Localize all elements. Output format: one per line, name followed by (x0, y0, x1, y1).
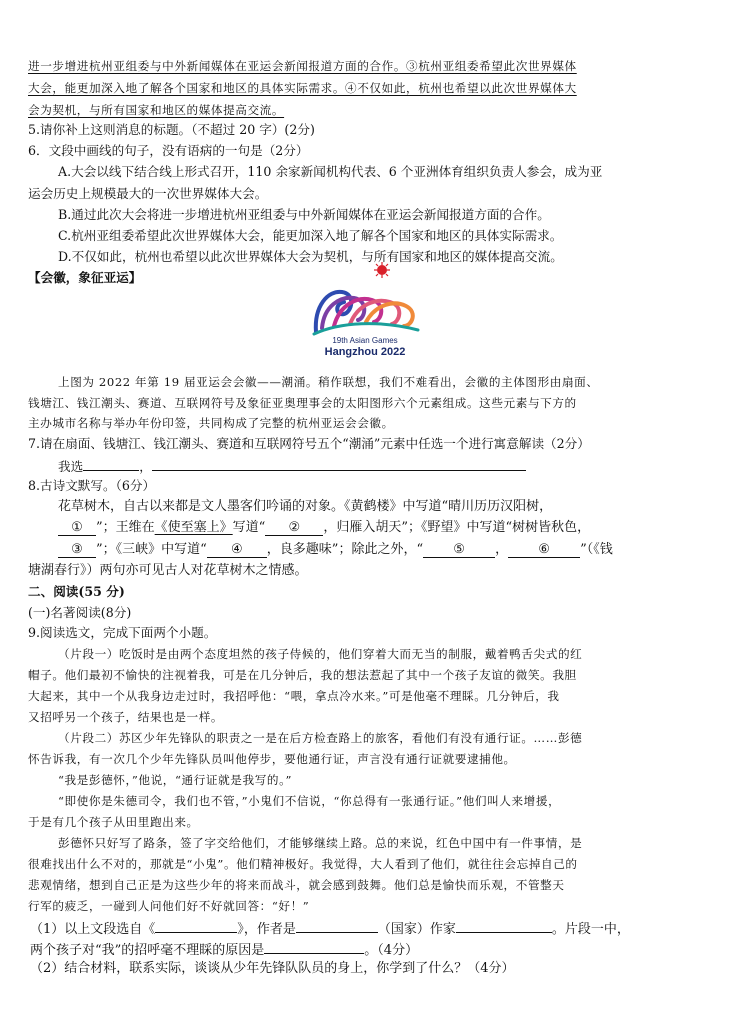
poem-blank-4[interactable] (207, 542, 267, 558)
q9-1-book-close: 》 (237, 922, 244, 937)
poem-blank-2-label: ② (288, 520, 301, 535)
emblem-paragraph-line-3: 主办城市名称与举办年份印签，共同构成了完整的杭州亚运会会徽。 (28, 416, 394, 430)
passage-1-line-1: （片段一）吃饭时是由两个态度坦然的孩子侍候的，他们穿着大而无当的制服，戴着鸭舌尖式的红 (58, 647, 583, 661)
question-9-2: （2）结合材料，联系实际，谈谈从少年先锋队队员的身上，你学到了什么？（4分） (30, 961, 515, 976)
q9-1-text-d: ，作者是 (243, 922, 296, 937)
poem-blank-3[interactable] (58, 542, 96, 558)
passage-5-line-4: 行军的疲乏，一碰到人问他们好不好就回答：“好！” (28, 899, 310, 913)
question-7-stem: 7.请在扇面、钱塘江、钱江潮头、赛道和互联网符号五个“潮涌”元素中任选一个进行寓意解读（2分） (28, 436, 590, 451)
question-8-stem: 8.古诗文默写。（6分） (28, 478, 156, 493)
country-blank[interactable] (296, 917, 378, 933)
question-7-comma: ， (139, 459, 152, 474)
passage-2-line-2: 怀告诉我，有一次几个少年先锋队员叫他停步，要他通行证，声言没有通行证就要逮捕他。 (28, 752, 516, 766)
poem-blank-2[interactable] (265, 520, 323, 536)
passage-4-line-2: 于是有几个孩子从田里跑出来。 (28, 815, 199, 829)
poem-text-2d: ，归雁入胡天”；《野望》中写道“树树皆秋色， (323, 520, 591, 535)
question-7-choose-label: 我选 (58, 459, 84, 474)
option-b: B.通过此次大会将进一步增进杭州亚组委与中外新闻媒体在亚运会新闻报道方面的合作。 (58, 207, 550, 222)
passage-5-line-2: 很难找出什么不对的，那就是“小鬼”。他们精神极好。我觉得，大人看到了他们，就往往会忘掉自己的 (28, 857, 578, 871)
poem-blank-1[interactable] (58, 520, 96, 536)
passage-5-line-3: 悲观情绪，想到自己正是为这些少年的将来而战斗，就会感到鼓舞。他们总是愉快而乐观，不管整天 (28, 878, 565, 892)
poem-text-2a: ”；王维在 (96, 520, 155, 535)
emblem-paragraph-line-1: 上图为 2022 年第 19 届亚运会会徽——潮涌。稍作联想，我们不难看出，会徽的主体图形由扇面、 (58, 375, 599, 389)
q9-1-reason-label: 两个孩子对“我”的招呼毫不理睬的原因是 (30, 943, 265, 958)
reason-blank[interactable] (264, 938, 364, 954)
question-9-1-line-1 (30, 917, 630, 940)
question-5: 5.请你补上这则消息的标题。（不超过 20 字）(2分) (28, 122, 315, 137)
poem-text-2c: 写道“ (232, 520, 266, 535)
q9-1-text-a: （1）以上文段选自 (30, 922, 143, 937)
author-blank[interactable] (456, 917, 552, 933)
question-8-line-1: 花草树木，自古以来都是文人墨客们吟诵的对象。《黄鹤楼》中写道“晴川历历汉阳树， (58, 499, 553, 514)
book-title-blank[interactable] (155, 917, 237, 933)
option-a-line-1: A.大会以线下结合线上形式召开，110 余家新闻机构代表、6 个亚洲体育组织负责人参会，成为亚 (58, 164, 603, 179)
passage-5-line-1: 彭德怀只好写了路条，签了字交给他们，才能够继续上路。总的来说，红色中国中有一件事情，是 (58, 836, 583, 850)
poem-text-3a: ”；《三峡》中写道“ (96, 542, 207, 557)
asian-games-emblem (300, 262, 430, 362)
passage-3: “我是彭德怀，”他说，“通行证就是我写的。” (58, 773, 292, 787)
question-8-line-4: 塘湖春行》）两句亦可见古人对花草树木之情感。 (28, 563, 308, 578)
question-8-line-3 (58, 540, 613, 560)
poem-blank-4-label: ④ (230, 542, 243, 557)
poem-text-3d: ”（《钱 (580, 542, 613, 557)
intro-line-3: 会为契机，与所有国家和地区的媒体提高交流。 (28, 103, 285, 117)
question-9-stem: 9.阅读选文，完成下面两个小题。 (28, 625, 217, 640)
q9-1-text-e: （国家）作家 (377, 922, 456, 937)
poem-title-shizhisaishang: 《使至塞上》 (154, 520, 233, 535)
passage-2-line-1: （片段二）苏区少年先锋队的职责之一是在后方检查路上的旅客，看他们有没有通行证。……彭德 (58, 731, 583, 745)
passage-1-line-3: 大起来，其中一个从我身边走过时，我招呼他：“喂，拿点冷水来。”可是他毫不理睬。几分钟后，我 (28, 689, 560, 703)
option-a-line-2: 运会历史上规模最大的一次世界媒体大会。 (28, 186, 268, 201)
part-2-subheading: (一)名著阅读(8分) (28, 605, 132, 620)
question-7-element-blank[interactable] (83, 455, 139, 471)
question-6-stem: 6．文段中画线的句子，没有语病的一句是（2分） (28, 143, 309, 158)
poem-blank-1-label: ① (71, 520, 83, 535)
poem-blank-5[interactable] (423, 542, 495, 558)
question-9-1-line-2 (30, 938, 418, 961)
question-7-interpretation-blank[interactable] (152, 455, 526, 471)
option-c: C.杭州亚组委希望此次世界媒体大会，能更加深入地了解各个国家和地区的具体实际需求。 (58, 228, 563, 243)
option-d: D.不仅如此，杭州也希望以此次世界媒体大会为契机，与所有国家和地区的媒体提高交流。 (58, 249, 563, 264)
poem-blank-6[interactable] (508, 542, 580, 558)
passage-1-line-4: 又招呼另一个孩子，结果也是一样。 (28, 710, 224, 724)
emblem-caption-big: Hangzhou 2022 (324, 346, 406, 358)
q9-1-book-open: 《 (142, 922, 156, 937)
passage-1-line-2: 帽子。他们最初不愉快的注视着我，可是在几分钟后，我的想法惹起了其中一个孩子友谊的微笑。我胆 (28, 668, 577, 682)
question-8-line-2 (58, 518, 590, 538)
emblem-graphic (300, 262, 430, 338)
part-2-heading: 二、阅读(55 分) (28, 584, 125, 599)
intro-line-1: 进一步增进杭州亚组委与中外新闻媒体在亚运会新闻报道方面的合作。③杭州亚组委希望此次世界媒体 (28, 59, 577, 73)
passage-4-line-1: “即使你是朱德司令，我们也不管，”小鬼们不信说，“你总得有一张通行证。”他们叫人来增援， (58, 794, 561, 808)
emblem-caption-small: 19th Asian Games (332, 336, 398, 345)
poem-blank-5-label: ⑤ (453, 542, 465, 557)
emblem-paragraph-line-2: 钱塘江、钱江潮头、赛道、互联网符号及象征亚奥理事会的太阳图形六个元素组成。这些元素与下方的 (28, 396, 577, 410)
q9-1-text-f: 。片段一中， (551, 922, 630, 937)
intro-line-2: 大会，能更加深入地了解各个国家和地区的具体实际需求。④不仅如此，杭州也希望以此次世界媒体大 (28, 81, 577, 95)
emblem-section-title: 【会徽，象征亚运】 (28, 270, 142, 285)
question-7-answer-row (58, 455, 526, 477)
poem-blank-3-label: ③ (71, 542, 83, 557)
poem-blank-6-label: ⑥ (538, 542, 550, 557)
poem-text-3b: ，良多趣味”；除此之外，“ (266, 542, 424, 557)
q9-1-points: 。（4分） (364, 943, 419, 958)
poem-text-3c: ， (495, 542, 509, 557)
